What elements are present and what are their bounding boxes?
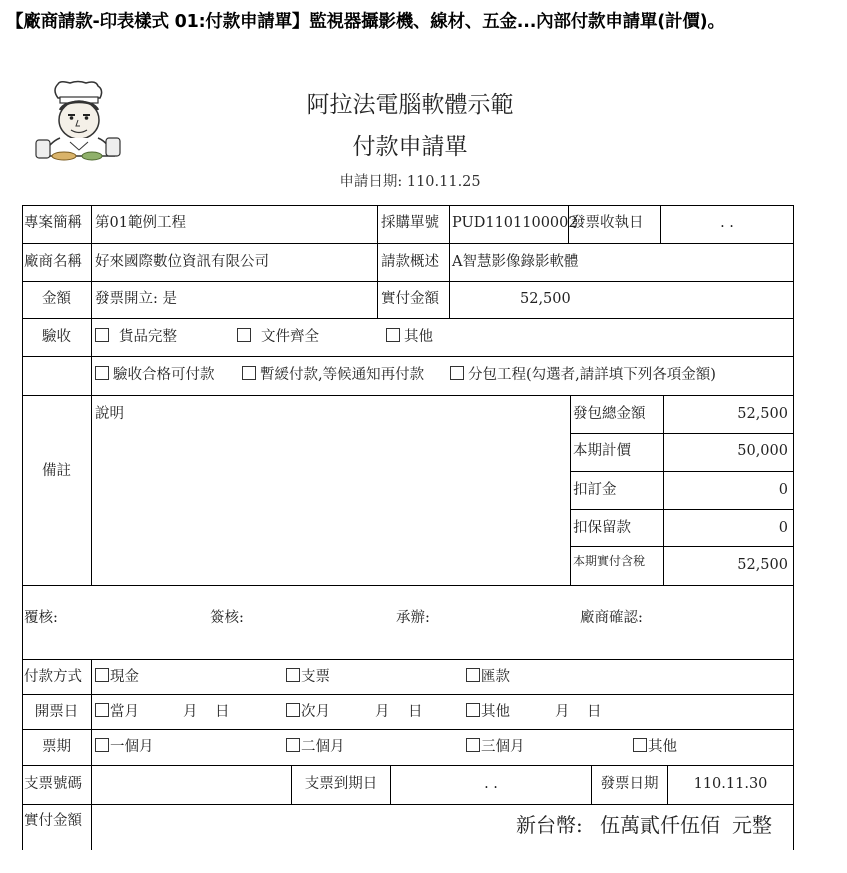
table-rule-horizontal bbox=[22, 243, 794, 244]
table-rule-horizontal bbox=[22, 585, 794, 586]
checkbox-other[interactable]: 其他 bbox=[386, 328, 433, 346]
checkbox-square[interactable] bbox=[242, 366, 256, 380]
cheque-due-value: . . bbox=[484, 776, 498, 792]
remarks-label: 備註 bbox=[42, 463, 71, 479]
apply-date: 申請日期: 110.11.25 bbox=[339, 174, 481, 190]
handler-label: 承辦: bbox=[396, 610, 430, 626]
paid-label: 實付金額 bbox=[381, 291, 439, 307]
amount-unit: 元整 bbox=[732, 813, 772, 837]
cheque-due-label: 支票到期日 bbox=[304, 776, 378, 792]
paid-value: 52,500 bbox=[520, 291, 571, 307]
currency-label: 新台幣: bbox=[516, 813, 583, 837]
checkbox-square[interactable] bbox=[466, 703, 480, 717]
checkbox-square[interactable] bbox=[95, 668, 109, 682]
invoice-issued: 發票開立: 是 bbox=[95, 291, 177, 307]
checkbox-goods-complete[interactable]: 貨品完整 bbox=[95, 328, 177, 346]
checkbox-square[interactable] bbox=[386, 328, 400, 342]
actual-amount-label: 實付金額 bbox=[24, 813, 82, 829]
table-rule-horizontal bbox=[22, 729, 794, 730]
project-value: 第01範例工程 bbox=[95, 215, 186, 231]
table-rule-horizontal bbox=[570, 546, 794, 547]
checkbox-transfer[interactable]: 匯款 bbox=[466, 668, 510, 686]
table-rule-horizontal bbox=[22, 694, 794, 695]
checkbox-three-months[interactable]: 三個月 bbox=[466, 738, 525, 756]
period-valuation-label: 本期計價 bbox=[573, 443, 631, 459]
table-rule-vertical bbox=[663, 395, 664, 585]
table-rule-horizontal bbox=[22, 318, 794, 319]
table-rule-vertical bbox=[91, 659, 92, 805]
checkbox-this-month[interactable]: 當月 bbox=[95, 703, 139, 721]
payment-method-label: 付款方式 bbox=[24, 669, 82, 685]
checkbox-cheque[interactable]: 支票 bbox=[286, 668, 330, 686]
table-rule-horizontal bbox=[22, 765, 794, 766]
checkbox-next-month[interactable]: 次月 bbox=[286, 703, 330, 721]
checkbox-square[interactable] bbox=[633, 738, 647, 752]
total-contract-value: 52,500 bbox=[737, 406, 788, 422]
table-rule-vertical bbox=[91, 205, 92, 585]
day-char-2: 日 bbox=[408, 704, 423, 720]
checkbox-square[interactable] bbox=[95, 366, 109, 380]
deposit-deduct-value: 0 bbox=[778, 482, 788, 498]
vendor-value: 好來國際數位資訊有限公司 bbox=[95, 254, 269, 270]
period-paid-taxed-label: 本期實付含稅 bbox=[573, 554, 646, 568]
day-char-1: 日 bbox=[215, 704, 230, 720]
table-rule-horizontal bbox=[570, 471, 794, 472]
checkbox-square[interactable] bbox=[286, 738, 300, 752]
po-value: PUD1101100002 bbox=[452, 215, 578, 231]
checkbox-subcontract[interactable]: 分包工程(勾選者,請詳填下列各項金額) bbox=[450, 366, 716, 384]
summary-value: A智慧影像錄影軟體 bbox=[452, 254, 579, 270]
sign-label: 簽核: bbox=[210, 610, 244, 626]
checkbox-square[interactable] bbox=[466, 738, 480, 752]
po-label: 採購單號 bbox=[381, 215, 439, 231]
table-rule-vertical bbox=[91, 804, 92, 850]
table-rule-horizontal bbox=[22, 281, 794, 282]
checkbox-two-months[interactable]: 二個月 bbox=[286, 738, 345, 756]
checkbox-cash[interactable]: 現金 bbox=[95, 668, 139, 686]
checkbox-date-other[interactable]: 其他 bbox=[466, 703, 510, 721]
vendor-confirm-label: 廠商確認: bbox=[580, 610, 643, 626]
amount-in-words: 伍萬貳仟伍佰 bbox=[600, 813, 720, 837]
page-heading: 【廠商請款-印表樣式 01:付款申請單】監視器攝影機、線材、五金...內部付款申請單(計價)。 bbox=[6, 12, 725, 32]
table-rule-vertical bbox=[570, 395, 571, 585]
checkbox-square[interactable] bbox=[95, 738, 109, 752]
table-rule-vertical bbox=[377, 205, 378, 318]
deposit-deduct-label: 扣訂金 bbox=[573, 482, 617, 498]
checkbox-square[interactable] bbox=[286, 703, 300, 717]
table-rule-vertical bbox=[449, 205, 450, 318]
period-valuation-value: 50,000 bbox=[737, 443, 788, 459]
table-rule-horizontal bbox=[570, 509, 794, 510]
checkbox-one-month[interactable]: 一個月 bbox=[95, 738, 154, 756]
total-contract-label: 發包總金額 bbox=[573, 406, 646, 422]
checkbox-suspend-pay[interactable]: 暫緩付款,等候通知再付款 bbox=[242, 366, 424, 384]
checkbox-square[interactable] bbox=[450, 366, 464, 380]
vendor-label: 廠商名稱 bbox=[24, 254, 82, 270]
checkbox-term-other[interactable]: 其他 bbox=[633, 738, 677, 756]
table-rule-horizontal bbox=[22, 804, 794, 805]
checkbox-square[interactable] bbox=[237, 328, 251, 342]
receipt-date-label: 發票收執日 bbox=[571, 215, 644, 231]
description-label: 說明 bbox=[95, 406, 124, 422]
project-label: 專案簡稱 bbox=[24, 215, 82, 231]
table-rule-horizontal bbox=[22, 395, 794, 396]
review-label: 覆核: bbox=[24, 610, 58, 626]
table-rule-horizontal bbox=[570, 433, 794, 434]
checkbox-square[interactable] bbox=[95, 328, 109, 342]
inspection-label: 驗收 bbox=[42, 329, 71, 345]
retention-deduct-value: 0 bbox=[778, 520, 788, 536]
invoice-date-value: 110.11.30 bbox=[693, 776, 768, 792]
checkbox-accept-pay[interactable]: 驗收合格可付款 bbox=[95, 366, 215, 384]
checkbox-square[interactable] bbox=[286, 668, 300, 682]
checkbox-square[interactable] bbox=[466, 668, 480, 682]
term-label: 票期 bbox=[42, 739, 71, 755]
month-char-2: 月 bbox=[375, 704, 390, 720]
month-char-1: 月 bbox=[183, 704, 198, 720]
amount-label: 金額 bbox=[42, 291, 71, 307]
company-name: 阿拉法電腦軟體示範 bbox=[306, 92, 514, 118]
receipt-date-value: . . bbox=[720, 215, 734, 231]
table-rule-horizontal bbox=[22, 205, 794, 206]
cheque-number-label: 支票號碼 bbox=[24, 776, 82, 792]
invoice-date-label: 發票日期 bbox=[600, 776, 659, 792]
summary-label: 請款概述 bbox=[381, 254, 439, 270]
day-char-3: 日 bbox=[587, 704, 602, 720]
month-char-3: 月 bbox=[555, 704, 570, 720]
table-rule-vertical bbox=[793, 205, 794, 850]
form-title: 付款申請單 bbox=[352, 134, 468, 160]
table-rule-horizontal bbox=[22, 659, 794, 660]
period-paid-taxed-value: 52,500 bbox=[737, 557, 788, 573]
issue-date-label: 開票日 bbox=[34, 704, 79, 720]
table-rule-horizontal bbox=[22, 356, 794, 357]
checkbox-square[interactable] bbox=[95, 703, 109, 717]
retention-deduct-label: 扣保留款 bbox=[573, 520, 631, 536]
checkbox-documents-complete[interactable]: 文件齊全 bbox=[237, 328, 319, 346]
